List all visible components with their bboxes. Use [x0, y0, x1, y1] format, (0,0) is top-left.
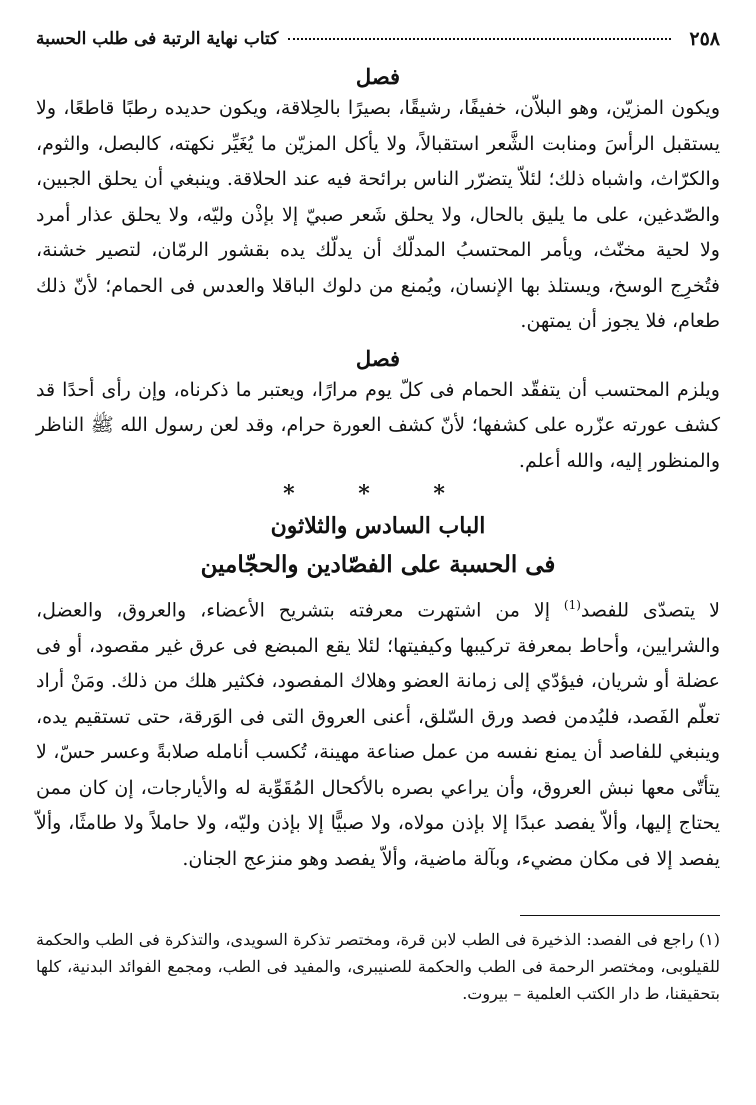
section-1-text: ويكون المزيّن، وهو البلاّن، خفيفًا، رشيقًا، بصيرًا بالحِلاقة، ويكون حديده رطبًا قاطعًا، ولا يستقبل الرأسَ ومنابت الشَّعر استقبالاً، ولا يأكل المزيّن ما يُغَيِّر نكهته، كالبصل، والثوم، والكرّاث، واشباه ذلك؛ لئلاّ يتضرّر الناس برائحة فيه عند الحلاقة. وينبغي أن يحلق الجبين، والصّدغين، على ما يليق بالحال، ولا يحلق شَعر صبيّ إلا بإذْن وليّه، ولا يحلق عذار أمرد ولا لحية مخنّث، ويأمر المحتسبُ المدلّك أن يدلّك يده بقشور الرمّان، لتصير خشنة، فتُخرِج الوسخ، ويستلذ بها الإنسان، ويُمنع من دلوك الباقلا والعدس فى الحمام؛ لأنّ ذلك طعام، فلا يجوز أن يمتهن. — [36, 97, 720, 332]
section-heading-1: فصل — [355, 64, 401, 89]
running-header — [36, 20, 720, 58]
footnote-text: (١) راجع فى الفصد: الذخيرة فى الطب لابن قرة، ومختصر تذكرة السويدى، والتذكرة فى الطب والحكمة للقيلوبى، ومختصر الرحمة فى الطب والحكمة للصنيبرى، والمفيد فى الطب، ومجمع الفوائد البدنية، كلها بتحقيقنا، ط دار الكتب العلمية – بيروت. — [36, 930, 720, 1004]
body-text-start: لا يتصدّى للفصد — [580, 599, 720, 622]
chapter-title: الباب السادس والثلاثون — [270, 513, 486, 539]
chapter-subtitle: فى الحسبة على الفصّادين والحجّامين — [200, 551, 556, 578]
body-text-rest: إلا من اشتهرت معرفته بتشريح الأعضاء، والعروق، والعضل، والشرايين، وأحاط بمعرفة تركيبها وكيفيتها؛ لئلا يقع المبضع فى عرق غير مقصود، أو فى عضلة أو شريان، فيؤدّي إلى زمانة العضو وهلاك المفصود، فكثير هلك من ذلك. ومَنْ أراد تعلّم الفَصد، فليُدمن فصد ورق السّلق، أعنى العروق التى فى الوَرقة، حتى تستقيم يده، وينبغي للفاصد أن يمنع نفسه من عمل صناعة مهينة، تُكسب أنامله صلابةً وعسر حسّ، لا يتأتّى معها نبش العروق، وأن يراعي بصره بالأكحال المُقَوِّية له والأيارجات، إن كان ممن يحتاج إليها، وألاّ يفصد عبدًا إلا بإذن مولاه، ولا صبيًّا إلا بإذن وليّه، ولا حاملاً ولا طامثًا، وألاّ يفصد إلا فى مكان مضيء، وبآلة ماضية، وألاّ يفصد وهو منزعج الجنان. — [36, 599, 720, 870]
footnote-divider — [520, 915, 720, 916]
section-2-text: ويلزم المحتسب أن يتفقّد الحمام فى كلّ يوم مرارًا، ويعتبر ما ذكرناه، وإن رأى أحدًا قد كشف عورته عزّره على كشفها؛ لأنّ كشف العورة حرام، وقد لعن رسول الله ﷺ الناظر والمنظور إليه، والله أعلم. — [36, 378, 720, 472]
book-title: كتاب نهاية الرتبة فى طلب الحسبة — [36, 29, 279, 49]
section-separator: * * * — [283, 481, 473, 507]
page-number: ٢٥٨ — [689, 28, 720, 50]
section-heading-2: فصل — [355, 345, 401, 371]
chapter-body-text — [36, 588, 720, 877]
header-dot-leader — [288, 38, 671, 40]
footnote-marker[interactable]: (1) — [563, 598, 581, 612]
